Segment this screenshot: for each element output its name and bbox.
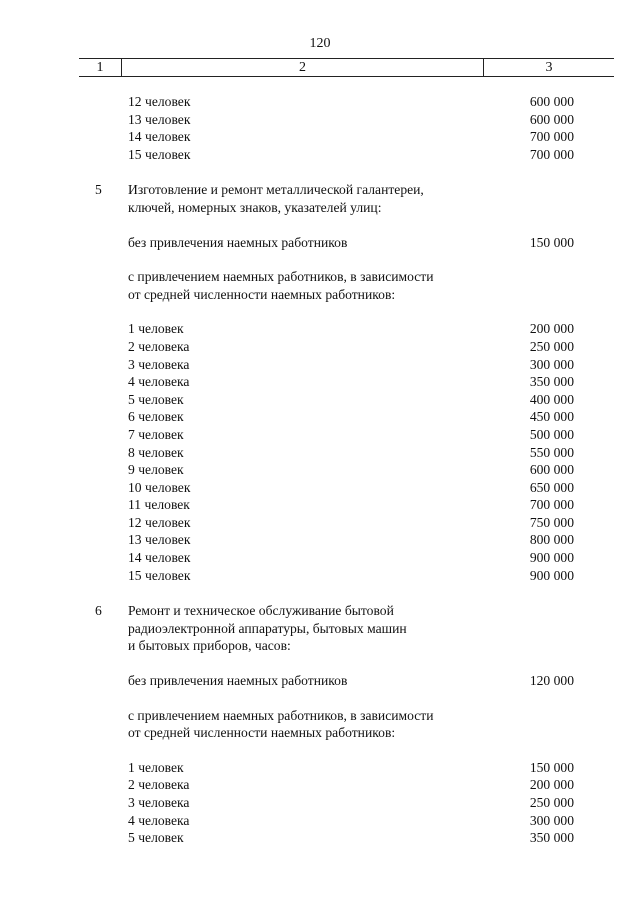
table-row — [0, 829, 640, 847]
subheading: от средней численности наемных работников: — [128, 725, 396, 741]
section-title: Изготовление и ремонт металлической галантереи, — [128, 182, 424, 198]
row-label: 13 человек — [128, 532, 191, 548]
row-value: 700 000 — [529, 129, 574, 145]
row-label: без привлечения наемных работников — [128, 234, 348, 250]
section-title-line — [0, 637, 640, 655]
row-label: 5 человек — [128, 830, 184, 846]
table-row — [0, 338, 640, 356]
subheading-line — [0, 286, 640, 304]
table-row — [0, 531, 640, 549]
row-value: 200 000 — [529, 321, 574, 337]
row-value: 150 000 — [529, 759, 574, 775]
row-value: 600 000 — [529, 94, 574, 109]
table-row — [0, 461, 640, 479]
table-row — [0, 320, 640, 338]
section-title-line — [0, 181, 640, 199]
subheading: с привлечением наемных работников, в зависимости — [128, 707, 434, 723]
row-value: 200 000 — [529, 777, 574, 793]
table-row — [0, 391, 640, 409]
section-5 — [0, 181, 640, 584]
row-value: 450 000 — [529, 409, 574, 425]
section-number: 6 — [95, 603, 102, 619]
row-label: 13 человек — [128, 111, 191, 127]
table-header — [79, 58, 614, 77]
row-value: 700 000 — [529, 497, 574, 513]
column-header-2: 2 — [122, 59, 484, 76]
row-label: 8 человек — [128, 444, 184, 460]
subheading-line — [0, 268, 640, 286]
column-header-1: 1 — [79, 59, 122, 76]
row-value: 300 000 — [529, 356, 574, 372]
row-label: 11 человек — [128, 497, 190, 513]
row-label: 14 человек — [128, 550, 191, 566]
table-row — [0, 794, 640, 812]
column-header-3: 3 — [545, 60, 553, 75]
row-value: 500 000 — [529, 426, 574, 442]
table-row — [0, 759, 640, 777]
section-title: ключей, номерных знаков, указателей улиц: — [128, 199, 382, 215]
row-value: 250 000 — [529, 795, 574, 810]
row-value: 300 000 — [529, 812, 574, 828]
row-value: 400 000 — [529, 391, 574, 407]
row-label: 3 человека — [128, 795, 190, 810]
row-label: 5 человек — [128, 391, 184, 407]
row-value: 900 000 — [529, 567, 574, 583]
subheading: с привлечением наемных работников, в зависимости — [128, 269, 434, 285]
row-label: 4 человека — [128, 812, 190, 828]
table-row — [0, 567, 640, 585]
row-value: 750 000 — [529, 514, 574, 530]
row-value: 600 000 — [529, 111, 574, 127]
table-row — [0, 812, 640, 830]
section-title: Ремонт и техническое обслуживание бытовой — [128, 603, 394, 619]
table-row — [0, 356, 640, 374]
row-label: 14 человек — [128, 129, 191, 145]
table-row — [0, 479, 640, 497]
row-label: 2 человека — [128, 338, 190, 354]
subheading: от средней численности наемных работников: — [128, 286, 396, 302]
row-label: без привлечения наемных работников — [128, 673, 348, 689]
section-number: 5 — [95, 182, 102, 198]
table-row — [0, 408, 640, 426]
row-value: 700 000 — [529, 146, 574, 162]
row-value: 350 000 — [529, 374, 574, 390]
section-title-line — [0, 620, 640, 638]
row-value: 800 000 — [529, 532, 574, 548]
section-title: радиоэлектронной аппаратуры, бытовых машин — [128, 620, 407, 636]
row-value: 350 000 — [529, 830, 574, 846]
table-row — [0, 234, 640, 252]
row-label: 15 человек — [128, 567, 191, 583]
table-row — [0, 514, 640, 532]
row-value: 120 000 — [529, 673, 574, 689]
row-label: 1 человек — [128, 321, 184, 337]
table-row — [0, 93, 640, 111]
table-row — [0, 776, 640, 794]
document-body — [0, 93, 640, 847]
row-label: 15 человек — [128, 146, 191, 162]
row-label: 12 человек — [128, 94, 191, 109]
row-label: 1 человек — [128, 759, 184, 775]
row-value: 550 000 — [529, 444, 574, 460]
row-label: 3 человека — [128, 356, 190, 372]
section-title: и бытовых приборов, часов: — [128, 638, 291, 654]
section-6 — [0, 602, 640, 847]
section-title-line — [0, 199, 640, 217]
subheading-line — [0, 724, 640, 742]
row-value: 250 000 — [529, 338, 574, 354]
row-label: 4 человека — [128, 374, 190, 390]
row-label: 2 человека — [128, 777, 190, 793]
row-value: 600 000 — [529, 462, 574, 478]
table-row — [0, 549, 640, 567]
page-number: 120 — [309, 36, 331, 51]
table-row — [0, 373, 640, 391]
table-row — [0, 128, 640, 146]
table-row — [0, 444, 640, 462]
continued-block — [0, 93, 640, 163]
row-label: 9 человек — [128, 462, 184, 478]
section-title-line — [0, 602, 640, 620]
row-value: 900 000 — [529, 550, 574, 566]
row-value: 650 000 — [529, 479, 574, 495]
row-label: 6 человек — [128, 409, 184, 425]
table-row — [0, 426, 640, 444]
row-label: 10 человек — [128, 479, 191, 495]
row-label: 12 человек — [128, 514, 191, 530]
table-row — [0, 111, 640, 129]
table-row — [0, 672, 640, 690]
subheading-line — [0, 707, 640, 725]
row-value: 150 000 — [529, 234, 574, 250]
table-row — [0, 146, 640, 164]
table-row — [0, 496, 640, 514]
row-label: 7 человек — [128, 426, 184, 442]
